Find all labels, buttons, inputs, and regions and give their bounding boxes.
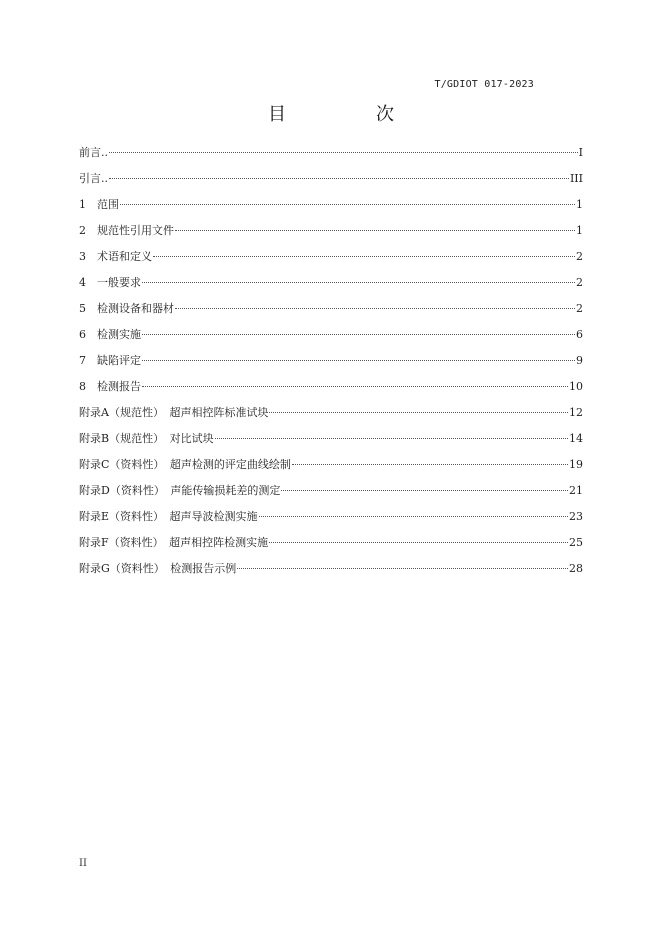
toc-entry-label: 7 缺陷评定 <box>79 354 141 367</box>
toc-leader-dots <box>109 178 569 179</box>
toc-leader-dots <box>281 490 568 491</box>
page-number: II <box>79 858 87 869</box>
toc-entry-label: 引言.. <box>79 172 108 185</box>
toc-entry-page: 6 <box>576 328 583 341</box>
toc-entry-label: 附录D（资料性） 声能传输损耗差的测定 <box>79 484 281 497</box>
toc-entry-page: 10 <box>569 380 583 393</box>
toc-entry-page: 12 <box>569 406 583 419</box>
toc-leader-dots <box>142 360 575 361</box>
toc-entry-page: 1 <box>576 198 583 211</box>
toc-entry-label: 3 术语和定义 <box>79 250 152 263</box>
toc-leader-dots <box>269 412 568 413</box>
toc-entry-label: 5 检测设备和器材 <box>79 302 174 315</box>
toc-entry[interactable] <box>79 218 583 244</box>
toc-leader-dots <box>142 386 568 387</box>
toc-entry-page: 21 <box>569 484 583 497</box>
toc-entry[interactable] <box>79 166 583 192</box>
toc-entry-label: 2 规范性引用文件 <box>79 224 174 237</box>
toc-entry[interactable] <box>79 556 583 582</box>
toc-entry[interactable] <box>79 374 583 400</box>
toc-entry-label: 6 检测实施 <box>79 328 141 341</box>
toc-entry[interactable] <box>79 426 583 452</box>
toc-leader-dots <box>292 464 568 465</box>
toc-entry[interactable] <box>79 140 583 166</box>
toc-entry[interactable] <box>79 270 583 296</box>
toc-entry[interactable] <box>79 192 583 218</box>
toc-leader-dots <box>175 230 575 231</box>
toc-entry-page: I <box>578 146 583 159</box>
toc-entry-label: 1 范围 <box>79 198 119 211</box>
toc-leader-dots <box>142 334 575 335</box>
toc-entry[interactable] <box>79 400 583 426</box>
toc-entry[interactable] <box>79 478 583 504</box>
toc-entry-page: 9 <box>576 354 583 367</box>
toc-entry[interactable] <box>79 244 583 270</box>
toc-entry-label: 附录A（规范性） 超声相控阵标准试块 <box>79 406 269 419</box>
toc-entry[interactable] <box>79 322 583 348</box>
page-title: 目 次 <box>268 104 430 125</box>
toc-entry[interactable] <box>79 348 583 374</box>
toc-entry-label: 前言.. <box>79 146 108 159</box>
toc-leader-dots <box>259 516 568 517</box>
toc-entry[interactable] <box>79 504 583 530</box>
toc-entry-page: 23 <box>569 510 583 523</box>
toc-entry-page: 25 <box>569 536 583 549</box>
toc-entry-page: 2 <box>576 276 583 289</box>
toc-entry-page: III <box>569 172 583 185</box>
toc-entry-label: 附录C（资料性） 超声检测的评定曲线绘制 <box>79 458 291 471</box>
toc-entry-page: 2 <box>576 302 583 315</box>
toc-entry-label: 附录F（资料性） 超声相控阵检测实施 <box>79 536 269 549</box>
toc-leader-dots <box>120 204 575 205</box>
toc-entry-page: 1 <box>576 224 583 237</box>
toc-entry-page: 28 <box>569 562 583 575</box>
toc-entry[interactable] <box>79 296 583 322</box>
toc-leader-dots <box>153 256 575 257</box>
toc-entry-page: 2 <box>576 250 583 263</box>
toc-leader-dots <box>237 568 568 569</box>
toc-leader-dots <box>142 282 575 283</box>
toc-entry[interactable] <box>79 530 583 556</box>
toc-entry-label: 附录G（资料性） 检测报告示例 <box>79 562 237 575</box>
toc-entry-label: 附录B（规范性） 对比试块 <box>79 432 214 445</box>
toc-entry-label: 附录E（资料性） 超声导波检测实施 <box>79 510 258 523</box>
toc-leader-dots <box>109 152 578 153</box>
toc-entry-label: 8 检测报告 <box>79 380 141 393</box>
standard-code: T/GDIOT 017-2023 <box>434 79 534 90</box>
toc-entry-page: 19 <box>569 458 583 471</box>
toc-leader-dots <box>215 438 568 439</box>
table-of-contents <box>79 140 583 582</box>
toc-entry-page: 14 <box>569 432 583 445</box>
toc-entry[interactable] <box>79 452 583 478</box>
toc-leader-dots <box>269 542 568 543</box>
toc-leader-dots <box>175 308 575 309</box>
toc-entry-label: 4 一般要求 <box>79 276 141 289</box>
